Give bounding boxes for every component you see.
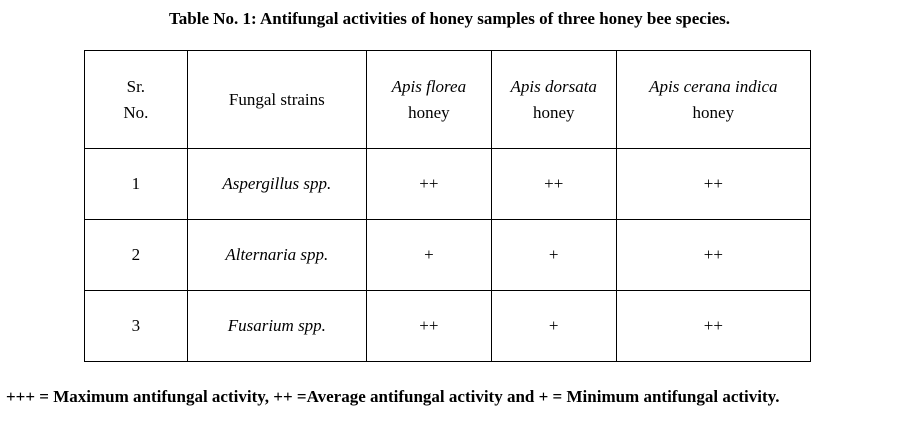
cell-florea-activity: + bbox=[366, 220, 491, 291]
cell-cerana-activity: ++ bbox=[616, 149, 810, 220]
cell-fungal-strain: Aspergillus spp. bbox=[187, 149, 366, 220]
header-dorsata-suffix: honey bbox=[532, 102, 575, 122]
table-row bbox=[85, 149, 811, 220]
cell-sr-no: 3 bbox=[85, 291, 188, 362]
header-apis-dorsata bbox=[491, 51, 616, 149]
cell-dorsata-activity: ++ bbox=[491, 149, 616, 220]
header-florea-suffix: honey bbox=[408, 102, 450, 122]
table-row bbox=[85, 291, 811, 362]
cell-cerana-activity: ++ bbox=[616, 291, 810, 362]
header-florea-species: Apis florea bbox=[391, 76, 467, 96]
cell-fungal-strain: Fusarium spp. bbox=[187, 291, 366, 362]
header-dorsata-species: Apis dorsata bbox=[510, 76, 597, 96]
cell-dorsata-activity: + bbox=[491, 220, 616, 291]
header-sr-line1: Sr. bbox=[126, 76, 146, 96]
antifungal-activity-table bbox=[84, 50, 811, 362]
cell-dorsata-activity: + bbox=[491, 291, 616, 362]
header-cerana-suffix: honey bbox=[692, 102, 735, 122]
activity-legend-footnote: +++ = Maximum antifungal activity, ++ =Average antifungal activity and + = Minimum antifungal activity. bbox=[6, 387, 780, 406]
header-fungal-strains: Fungal strains bbox=[187, 51, 366, 149]
cell-florea-activity: ++ bbox=[366, 291, 491, 362]
header-sr-no bbox=[85, 51, 188, 149]
cell-fungal-strain: Alternaria spp. bbox=[187, 220, 366, 291]
cell-florea-activity: ++ bbox=[366, 149, 491, 220]
table-row bbox=[85, 220, 811, 291]
table-caption: Table No. 1: Antifungal activities of honey samples of three honey bee species. bbox=[169, 9, 730, 28]
table-header-row bbox=[85, 51, 811, 149]
cell-cerana-activity: ++ bbox=[616, 220, 810, 291]
header-apis-cerana-indica bbox=[616, 51, 810, 149]
header-apis-florea bbox=[366, 51, 491, 149]
header-cerana-species: Apis cerana indica bbox=[649, 76, 778, 96]
cell-sr-no: 1 bbox=[85, 149, 188, 220]
cell-sr-no: 2 bbox=[85, 220, 188, 291]
header-sr-line2: No. bbox=[123, 102, 149, 122]
